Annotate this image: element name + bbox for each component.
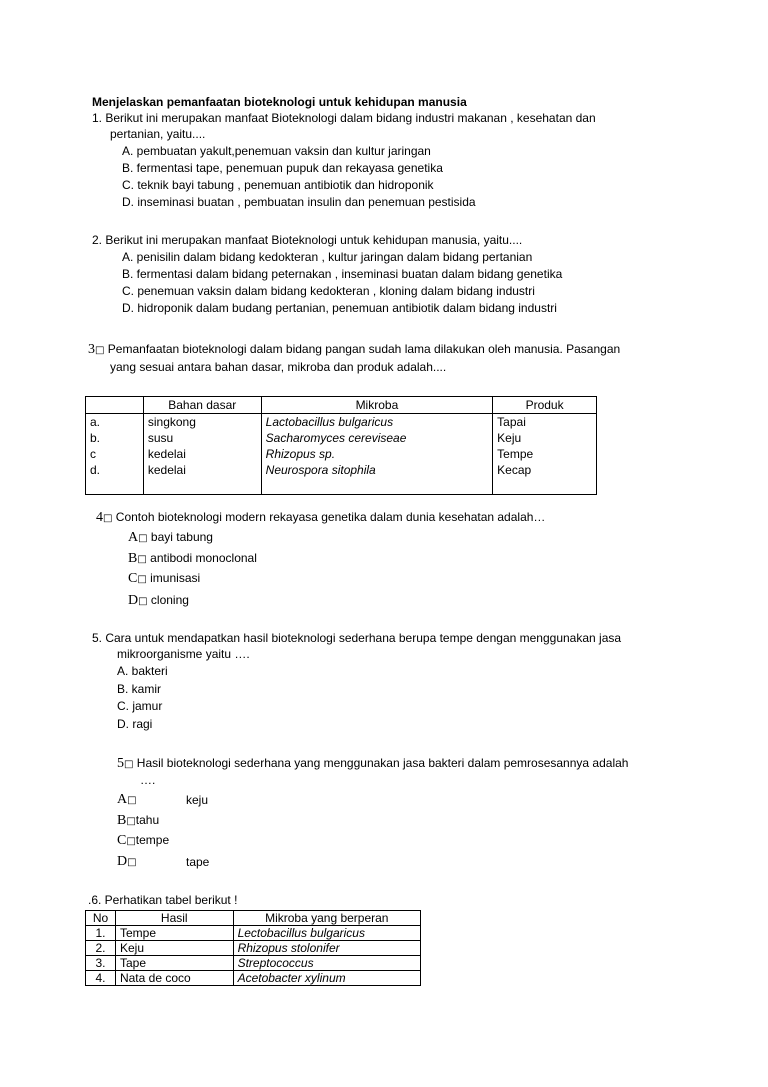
page-heading: Menjelaskan pemanfaatan bioteknologi untuk kehidupan manusia [92,95,467,109]
table-cell: kedelai [143,462,261,478]
q5-option-c: C. jamur [117,699,163,713]
option-letter: C [117,833,127,848]
q6-table [85,910,421,986]
q6-text-line1: .6. Perhatikan tabel berikut ! [88,893,238,907]
q5b-number: 5 [117,756,124,771]
box-glyph: □ [124,759,134,770]
q5b-option-b [117,813,159,829]
table-row [86,956,421,971]
table-cell: 4. [86,971,116,986]
q5b-option-a [117,792,137,808]
table-cell: susu [143,430,261,446]
option-text: bayi tabung [150,530,213,544]
table-cell: Acetobacter xylinum [233,971,420,986]
box-glyph: □ [103,513,113,524]
option-letter: C [128,571,138,586]
q5-option-b: B. kamir [117,682,162,696]
q5b-question: Hasil bioteknologi sederhana yang menggunakan jasa bakteri dalam pemrosesannya adalah [136,756,629,770]
table-spacer-row [86,478,597,495]
table-cell: kedelai [143,446,261,462]
table-cell: a. [90,415,101,429]
q5-text-line2: mikroorganisme yaitu …. [117,647,250,661]
box-glyph: □ [95,345,105,356]
box-glyph: □ [126,816,136,827]
q3-question: Pemanfaatan bioteknologi dalam bidang pangan sudah lama dilakukan oleh manusia. Pasangan [107,342,621,356]
box-glyph: □ [137,554,147,565]
box-glyph: □ [137,574,147,585]
table-cell: Keju [493,430,597,446]
table-row [86,414,597,431]
table-cell: Lactobacillus bulgaricus [261,414,493,431]
table-row [86,446,597,462]
table-cell: Sacharomyces cereviseae [261,430,493,446]
option-text: imunisasi [150,571,201,585]
q4-question: Contoh bioteknologi modern rekayasa genetika dalam dunia kesehatan adalah… [115,510,546,524]
table-row [86,971,421,986]
table-cell: Rhizopus sp. [261,446,493,462]
q3-table-header [86,397,144,414]
box-glyph: □ [138,533,148,544]
table-cell: Tempe [493,446,597,462]
q5-text-line1: 5. Cara untuk mendapatkan hasil bioteknologi sederhana berupa tempe dengan menggunakan jasa [92,631,622,645]
table-cell: 3. [86,956,116,971]
q5b-option-d-text: tape [186,855,210,869]
option-text: cloning [150,593,189,607]
q4-number: 4 [96,510,103,525]
q3-table-header: Produk [493,397,597,414]
option-letter: B [117,813,127,828]
option-text: antibodi monoclonal [150,551,257,565]
table-cell: Kecap [493,462,597,478]
table-cell: Nata de coco [115,971,233,986]
table-cell: singkong [143,414,261,431]
q2-option-c: C. penemuan vaksin dalam bidang kedokteran , kloning dalam bidang industri [122,284,535,298]
table-cell: 1. [86,926,116,941]
q4-option-d [128,593,189,609]
option-letter: D [117,854,128,869]
option-letter: D [128,593,139,608]
q3-table-header-row [86,397,597,414]
q3-table-header: Mikroba [261,397,493,414]
q4-option-b [128,551,257,567]
q2-option-d: D. hidroponik dalam budang pertanian, penemuan antibiotik dalam bidang industri [122,301,557,315]
box-glyph: □ [138,596,148,607]
q1-option-a: A. pembuatan yakult,penemuan vaksin dan kultur jaringan [122,144,431,158]
q5-option-a: A. bakteri [117,664,168,678]
q3-text-line2: yang sesuai antara bahan dasar, mikroba dan produk adalah.... [110,360,447,374]
q6-table-header: Hasil [115,911,233,926]
table-cell: Tapai [493,414,597,431]
q3-table [85,396,597,495]
box-glyph: □ [127,857,137,868]
q3-number: 3 [88,342,95,357]
table-cell: b. [90,431,101,445]
option-text: tempe [135,833,170,847]
table-cell: Streptococcus [233,956,420,971]
q1-text-line2: pertanian, yaitu.... [110,127,206,141]
q1-option-c: C. teknik bayi tabung , penemuan antibiotik dan hidroponik [122,178,434,192]
option-letter: B [128,551,138,566]
box-glyph: □ [126,836,136,847]
q1-option-b: B. fermentasi tape, penemuan pupuk dan rekayasa genetika [122,161,443,175]
q1-option-d: D. inseminasi buatan , pembuatan insulin dan penemuan pestisida [122,195,476,209]
table-cell: Tape [115,956,233,971]
q4-text-line1 [96,510,545,526]
q1-text-line1: 1. Berikut ini merupakan manfaat Bioteknologi dalam bidang industri makanan , kesehatan dan [92,111,596,125]
table-cell: Tempe [115,926,233,941]
option-text: tahu [135,813,160,827]
table-cell: Neurospora sitophila [261,462,493,478]
q5-option-d: D. ragi [117,717,153,731]
table-row [86,941,421,956]
table-cell: 2. [86,941,116,956]
q5b-option-a-text: keju [186,793,209,807]
table-row [86,430,597,446]
table-cell: Lectobacillus bulgaricus [233,926,420,941]
table-cell: d. [90,463,101,477]
q6-table-header: Mikroba yang berperan [233,911,420,926]
q6-table-header: No [86,911,116,926]
q5b-option-c [117,833,169,849]
q3-text-line1 [88,342,620,358]
q4-option-a [128,530,213,546]
q6-table-header-row [86,911,421,926]
q5b-text-line1 [117,756,628,772]
table-cell: c [90,447,96,461]
table-cell: Keju [115,941,233,956]
q5b-option-d [117,854,137,870]
q4-option-c [128,571,200,587]
q5b-text-line2: …. [140,773,156,787]
q2-option-a: A. penisilin dalam bidang kedokteran , kultur jaringan dalam bidang pertanian [122,250,533,264]
q2-option-b: B. fermentasi dalam bidang peternakan , inseminasi buatan dalam bidang genetika [122,267,563,281]
option-letter: A [117,792,128,807]
table-row [86,462,597,478]
table-row [86,926,421,941]
table-cell: Rhizopus stolonifer [233,941,420,956]
q2-text-line1: 2. Berikut ini merupakan manfaat Bioteknologi untuk kehidupan manusia, yaitu.... [92,233,523,247]
option-letter: A [128,530,139,545]
box-glyph: □ [127,795,137,806]
q3-table-header: Bahan dasar [143,397,261,414]
